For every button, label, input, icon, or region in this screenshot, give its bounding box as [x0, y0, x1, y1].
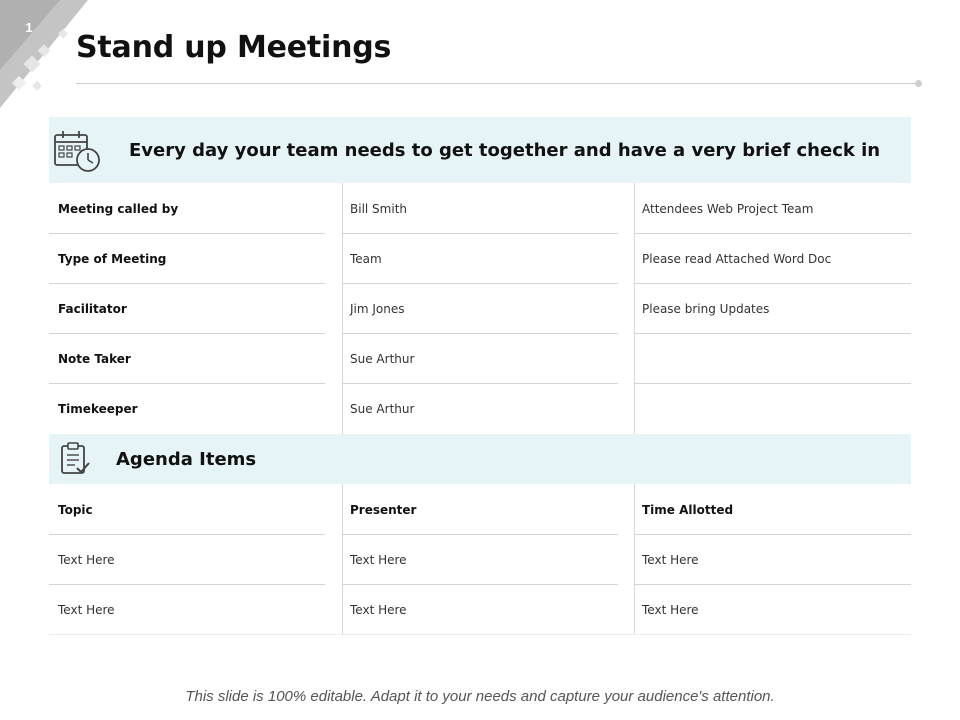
meeting-note-read-doc: Please read Attached Word Doc [642, 252, 832, 266]
meeting-label-type: Type of Meeting [58, 252, 167, 266]
agenda-header [49, 434, 911, 484]
row-divider [49, 233, 325, 234]
row-divider [342, 584, 618, 585]
banner [49, 117, 911, 183]
title-divider-dot [915, 80, 922, 87]
meeting-value-timekeeper: Sue Arthur [350, 402, 415, 416]
row-divider [49, 534, 325, 535]
agenda-cell: Text Here [642, 603, 699, 617]
meeting-label-note-taker: Note Taker [58, 352, 131, 366]
agenda-cell: Text Here [642, 553, 699, 567]
meeting-label-facilitator: Facilitator [58, 302, 127, 316]
column-divider [342, 484, 343, 635]
meeting-value-called-by: Bill Smith [350, 202, 407, 216]
meeting-note-attendees: Attendees Web Project Team [642, 202, 814, 216]
column-divider [634, 484, 635, 635]
row-divider [342, 383, 618, 384]
meeting-label-timekeeper: Timekeeper [58, 402, 138, 416]
slide-number: 1 [25, 20, 33, 35]
meeting-value-facilitator: Jim Jones [350, 302, 405, 316]
row-divider [342, 534, 618, 535]
table-bottom-rule [49, 634, 911, 635]
agenda-cell: Text Here [58, 603, 115, 617]
row-divider [49, 333, 325, 334]
row-divider [49, 584, 325, 585]
clipboard-check-icon [59, 442, 91, 476]
agenda-heading: Agenda Items [116, 449, 257, 470]
row-divider [342, 333, 618, 334]
page-title: Stand up Meetings [76, 30, 392, 65]
row-divider [634, 584, 911, 585]
column-divider [634, 183, 635, 434]
row-divider [634, 333, 911, 334]
column-divider [342, 183, 343, 434]
meeting-label-called-by: Meeting called by [58, 202, 179, 216]
row-divider [342, 283, 618, 284]
meeting-value-note-taker: Sue Arthur [350, 352, 415, 366]
calendar-clock-icon [53, 129, 101, 175]
meeting-note-updates: Please bring Updates [642, 302, 770, 316]
agenda-cell: Text Here [350, 553, 407, 567]
agenda-cell: Text Here [350, 603, 407, 617]
row-divider [634, 534, 911, 535]
meeting-value-type: Team [350, 252, 382, 266]
agenda-header-time-allotted: Time Allotted [642, 503, 734, 517]
agenda-cell: Text Here [58, 553, 115, 567]
row-divider [49, 283, 325, 284]
row-divider [634, 283, 911, 284]
row-divider [342, 233, 618, 234]
row-divider [634, 383, 911, 384]
agenda-header-topic: Topic [58, 503, 93, 517]
row-divider [49, 383, 325, 384]
footer-note: This slide is 100% editable. Adapt it to your needs and capture your audience's attention. [185, 688, 775, 705]
agenda-header-presenter: Presenter [350, 503, 417, 517]
row-divider [634, 233, 911, 234]
title-divider [76, 83, 918, 84]
banner-text: Every day your team needs to get together and have a very brief check in [129, 140, 881, 161]
